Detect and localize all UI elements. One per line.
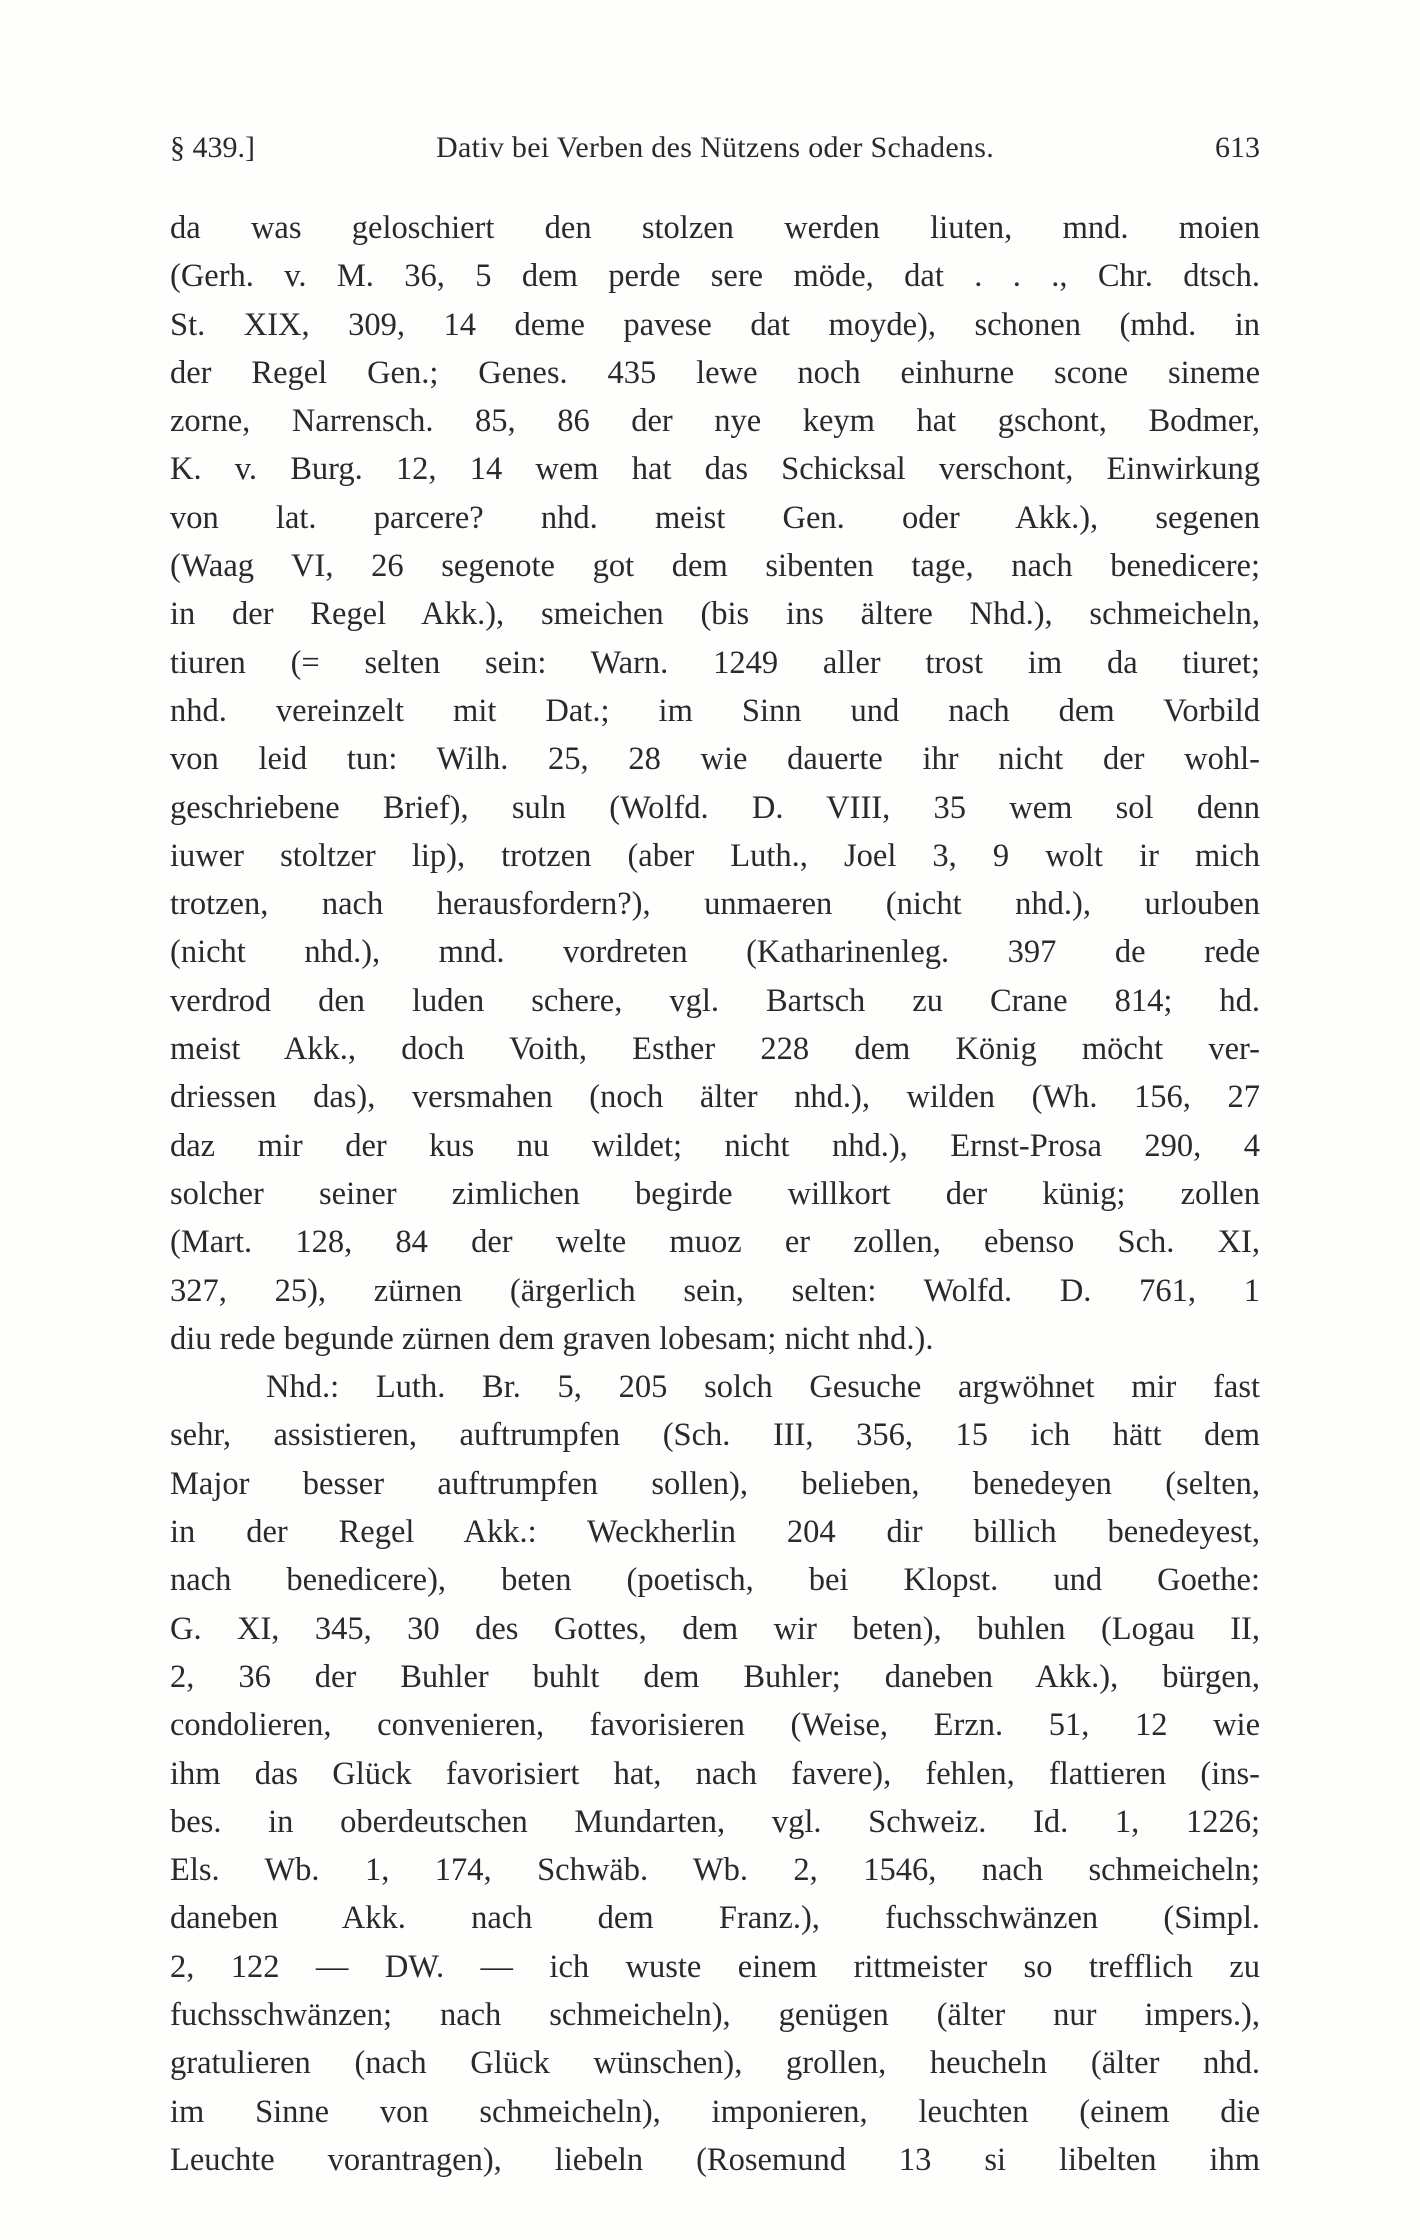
text-line: Major besser auftrumpfen sollen), belieben, benedeyen (selten,: [170, 1465, 1260, 1502]
text-line: trotzen, nach herausfordern?), unmaeren (nicht nhd.), urlouben: [170, 886, 1260, 923]
text-line: der Regel Gen.; Genes. 435 lewe noch einhurne scone sineme: [170, 354, 1260, 391]
text-line: von lat. parcere? nhd. meist Gen. oder Akk.), segenen: [170, 499, 1260, 536]
text-line: in der Regel Akk.: Weckherlin 204 dir billich benedeyest,: [170, 1514, 1260, 1551]
text-line: nhd. vereinzelt mit Dat.; im Sinn und nach dem Vorbild: [170, 692, 1260, 729]
text-line: gratulieren (nach Glück wünschen), grollen, heucheln (älter nhd.: [170, 2045, 1260, 2082]
text-line: daneben Akk. nach dem Franz.), fuchsschwänzen (Simpl.: [170, 1900, 1260, 1937]
text-line: da was geloschiert den stolzen werden liuten, mnd. moien: [170, 210, 1260, 246]
text-line: 2, 122 — DW. — ich wuste einem rittmeister so trefflich zu: [170, 1948, 1260, 1985]
text-line: in der Regel Akk.), smeichen (bis ins ältere Nhd.), schmeicheln,: [170, 596, 1260, 633]
body-text: [170, 204, 1260, 2184]
text-line: K. v. Burg. 12, 14 wem hat das Schicksal verschont, Einwirkung: [170, 451, 1260, 488]
text-line: geschriebene Brief), suln (Wolfd. D. VIII, 35 wem sol denn: [170, 789, 1260, 826]
running-title: Dativ bei Verben des Nützens oder Schadens.: [435, 131, 995, 164]
running-head: [170, 126, 1260, 170]
text-line: 327, 25), zürnen (ärgerlich sein, selten: Wolfd. D. 761, 1: [170, 1272, 1260, 1309]
text-line: sehr, assistieren, auftrumpfen (Sch. III, 356, 15 ich hätt dem: [170, 1417, 1260, 1454]
text-line: St. XIX, 309, 14 deme pavese dat moyde), schonen (mhd. in: [170, 306, 1260, 343]
text-line: zorne, Narrensch. 85, 86 der nye keym hat gschont, Bodmer,: [170, 403, 1260, 440]
text-line: condolieren, convenieren, favorisieren (Weise, Erzn. 51, 12 wie: [170, 1707, 1260, 1744]
text-line: verdrod den luden schere, vgl. Bartsch zu Crane 814; hd.: [170, 982, 1260, 1019]
text-line: 2, 36 der Buhler buhlt dem Buhler; daneben Akk.), bürgen,: [170, 1658, 1260, 1695]
text-line: daz mir der kus nu wildet; nicht nhd.), Ernst-Prosa 290, 4: [170, 1127, 1260, 1164]
text-line: Nhd.: Luth. Br. 5, 205 solch Gesuche argwöhnet mir fast: [266, 1369, 1260, 1406]
text-line: (Waag VI, 26 segenote got dem sibenten tage, nach benedicere;: [170, 548, 1260, 585]
text-line: im Sinne von schmeicheln), imponieren, leuchten (einem die: [170, 2093, 1260, 2130]
text-line: (Gerh. v. M. 36, 5 dem perde sere möde, dat . . ., Chr. dtsch.: [170, 258, 1260, 295]
text-line: ihm das Glück favorisiert hat, nach favere), fehlen, flattieren (ins-: [170, 1755, 1260, 1792]
text-line: bes. in oberdeutschen Mundarten, vgl. Schweiz. Id. 1, 1226;: [170, 1803, 1260, 1840]
text-line: nach benedicere), beten (poetisch, bei Klopst. und Goethe:: [170, 1562, 1260, 1599]
text-line: von leid tun: Wilh. 25, 28 wie dauerte ihr nicht der wohl-: [170, 741, 1260, 778]
text-line: tiuren (= selten sein: Warn. 1249 aller trost im da tiuret;: [170, 644, 1260, 681]
page-number: 613: [1215, 131, 1260, 164]
text-line: (nicht nhd.), mnd. vordreten (Katharinenleg. 397 de rede: [170, 934, 1260, 971]
text-line: diu rede begunde zürnen dem graven lobesam; nicht nhd.).: [170, 1320, 934, 1357]
text-line: G. XI, 345, 30 des Gottes, dem wir beten), buhlen (Logau II,: [170, 1610, 1260, 1647]
text-line: driessen das), versmahen (noch älter nhd.), wilden (Wh. 156, 27: [170, 1079, 1260, 1116]
text-line: solcher seiner zimlichen begirde willkort der künig; zollen: [170, 1175, 1260, 1212]
text-line: Els. Wb. 1, 174, Schwäb. Wb. 2, 1546, nach schmeicheln;: [170, 1852, 1260, 1889]
text-line: Leuchte vorantragen), liebeln (Rosemund 13 si libelten ihm: [170, 2141, 1260, 2178]
text-line: iuwer stoltzer lip), trotzen (aber Luth., Joel 3, 9 wolt ir mich: [170, 837, 1260, 874]
section-number: § 439.]: [170, 131, 255, 164]
text-line: fuchsschwänzen; nach schmeicheln), genügen (älter nur impers.),: [170, 1996, 1260, 2033]
text-line: (Mart. 128, 84 der welte muoz er zollen, ebenso Sch. XI,: [170, 1224, 1260, 1261]
text-line: meist Akk., doch Voith, Esther 228 dem König möcht ver-: [170, 1031, 1260, 1068]
